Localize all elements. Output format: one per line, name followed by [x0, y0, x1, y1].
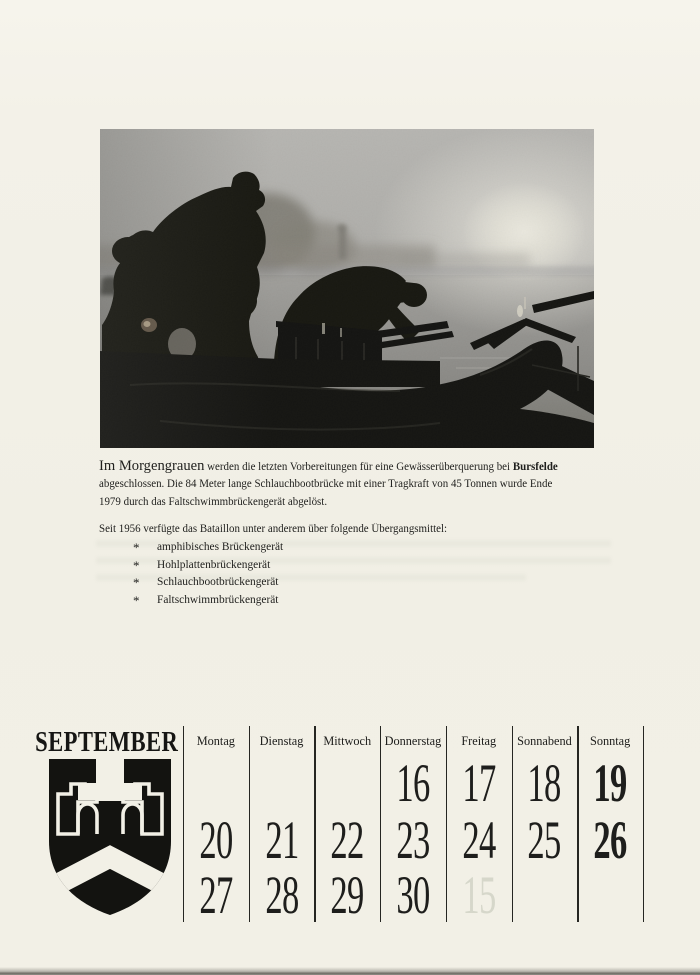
day-cell-21: 21	[264, 810, 299, 870]
caption	[99, 457, 604, 511]
caption-line1-text: werden die letzten Vorbereitungen für eine Gewässerüberquerung bei	[204, 461, 513, 473]
weekday-header-montag: Montag	[196, 734, 235, 748]
caption-line-2: abgeschlossen. Die 84 Meter lange Schlauchbootbrücke mit einer Tragkraft von 45 Tonnen wurde Ende	[99, 478, 553, 491]
list-item	[133, 574, 604, 591]
equipment-section	[99, 521, 604, 609]
ghost-day-number: 15	[462, 865, 496, 925]
day-cell-17: 17	[462, 753, 496, 813]
bullet-marker: *	[133, 557, 140, 573]
weekday-header-sonntag: Sonntag	[589, 734, 631, 748]
caption-place-name: Bursfelde	[512, 461, 558, 473]
caption-line-1	[99, 457, 604, 476]
day-cell-29: 29	[330, 865, 364, 925]
bullet-text: Hohlplattenbrückengerät	[157, 558, 271, 571]
bullet-marker: *	[133, 592, 140, 608]
list-item	[133, 557, 604, 574]
bullet-text: Faltschwimmbrückengerät	[157, 593, 279, 606]
month-title: SEPTEMBER	[35, 726, 179, 758]
day-cell-20: 20	[199, 810, 233, 870]
weekday-header-mittwoch: Mittwoch	[323, 734, 372, 748]
film-grain	[100, 129, 594, 448]
day-cell-30: 30	[396, 865, 430, 925]
bullet-text: amphibisches Brückengerät	[157, 541, 284, 554]
unit-coat-of-arms	[45, 757, 175, 917]
weekday-header-donnerstag: Donnerstag	[384, 734, 442, 748]
photo-artwork	[100, 129, 594, 448]
bullet-marker: *	[133, 575, 140, 591]
equipment-list	[133, 539, 604, 609]
scan-bottom-edge	[0, 967, 700, 975]
day-cell-23: 23	[396, 810, 430, 870]
weekday-header-freitag: Freitag	[461, 734, 497, 748]
bullet-text: Schlauchbootbrückengerät	[157, 576, 279, 589]
day-cell-24: 24	[462, 810, 496, 870]
day-cell-22: 22	[330, 810, 364, 870]
list-item	[133, 539, 604, 556]
day-cell-26: 26	[593, 810, 627, 870]
day-cell-18: 18	[527, 753, 562, 813]
photo	[100, 129, 594, 448]
weekday-header-dienstag: Dienstag	[259, 734, 304, 748]
day-cell-27: 27	[199, 865, 233, 925]
day-cell-16: 16	[396, 753, 430, 813]
weekday-header-sonnabend: Sonnabend	[517, 734, 572, 748]
day-cell-25: 25	[527, 810, 562, 870]
bullet-marker: *	[133, 540, 140, 556]
caption-line-3: 1979 durch das Faltschwimmbrückengerät abgelöst.	[99, 495, 328, 508]
grid-line	[643, 726, 644, 922]
caption-lead: Im Morgengrauen	[99, 457, 205, 474]
list-item	[133, 592, 604, 609]
equipment-intro: Seit 1956 verfügte das Bataillon unter anderem über folgende Übergangsmittel:	[99, 523, 448, 535]
day-cell-19: 19	[593, 753, 627, 813]
day-cell-28: 28	[264, 865, 299, 925]
